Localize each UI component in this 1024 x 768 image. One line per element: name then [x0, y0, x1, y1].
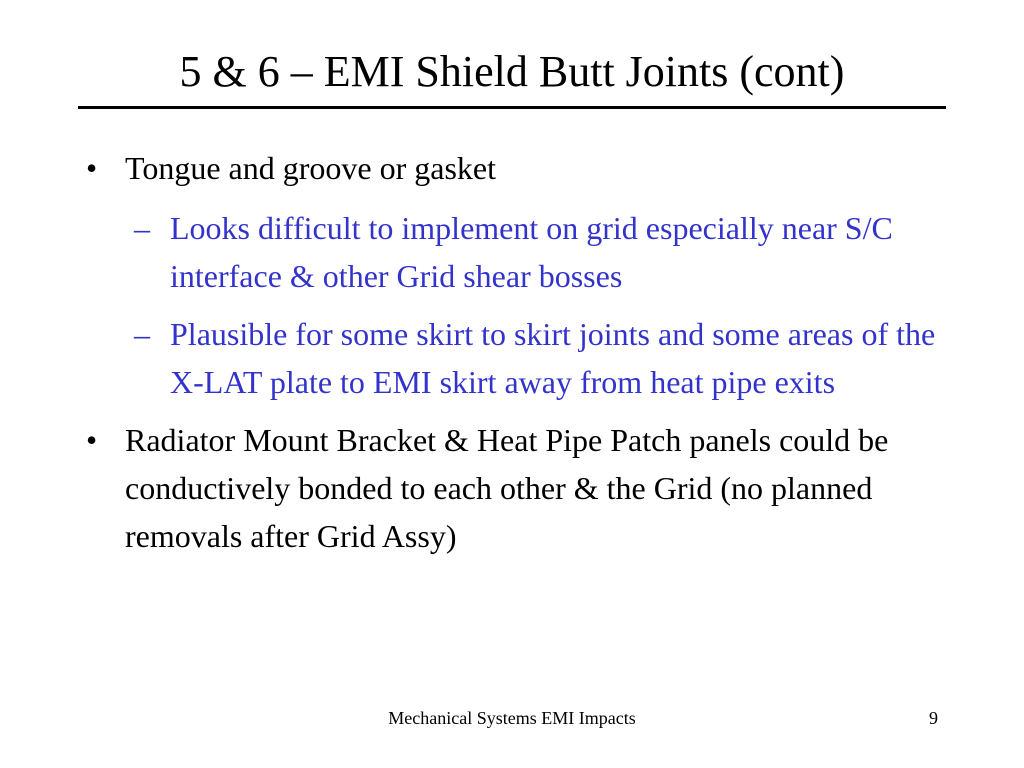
title-underline	[78, 106, 946, 109]
bullet-text: Radiator Mount Bracket & Heat Pipe Patch panels could be conductively bonded to each other & the Grid (no planned removals after Grid Assy)	[125, 422, 889, 554]
slide-title: 5 & 6 – EMI Shield Butt Joints (cont)	[179, 47, 845, 96]
sub-bullet-item	[0, 310, 1024, 406]
bullet-marker: •	[86, 150, 98, 186]
sub-bullet-marker: –	[134, 316, 150, 352]
sub-bullet-marker: –	[134, 210, 150, 246]
bullet-item	[0, 416, 1024, 560]
slide-content	[0, 144, 1024, 572]
sub-bullet-item	[0, 204, 1024, 300]
bullet-item	[0, 144, 1024, 192]
sub-bullet-text: Plausible for some skirt to skirt joints and some areas of the X-LAT plate to EMI skirt away from heat pipe exits	[170, 316, 936, 400]
sub-bullet-text: Looks difficult to implement on grid especially near S/C interface & other Grid shear bosses	[170, 210, 893, 294]
bullet-text: Tongue and groove or gasket	[125, 150, 496, 186]
bullet-marker: •	[86, 422, 98, 458]
footer-text: Mechanical Systems EMI Impacts	[388, 708, 636, 728]
page-number: 9	[929, 708, 938, 728]
